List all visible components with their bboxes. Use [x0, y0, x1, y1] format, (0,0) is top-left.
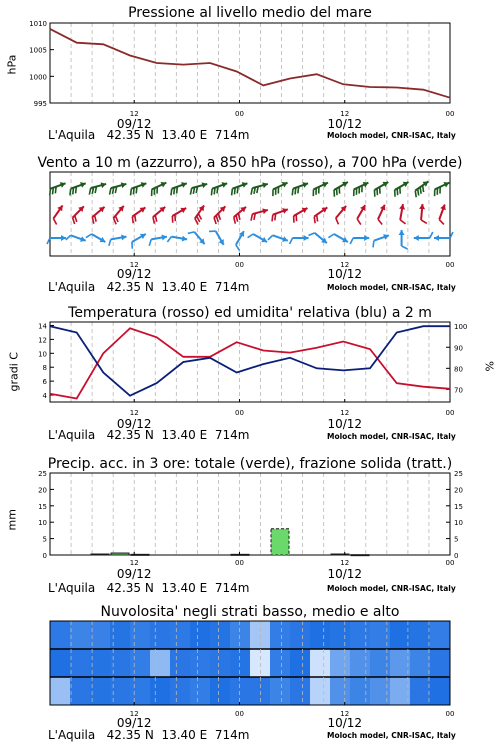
cloud-cell-medio	[350, 649, 371, 678]
credit-4: Moloch model, CNR-ISAC, Italy	[327, 584, 456, 593]
wind-barb-700hPa	[107, 181, 128, 195]
y-right-tick-label: 70	[454, 386, 463, 395]
cloud-cell-basso	[270, 677, 291, 706]
wind-barb-10m	[268, 231, 289, 246]
wind-barb-700hPa	[330, 179, 351, 196]
y-tick-label: 25	[38, 470, 47, 478]
cloud-cell-alto	[310, 621, 331, 650]
x-tick-label: 00	[235, 559, 244, 567]
location-info-5: L'Aquila 42.35 N 13.40 E 714m	[48, 728, 250, 742]
wind-barb-10m	[414, 232, 433, 241]
wind-barb-10m	[399, 230, 408, 249]
plot-frame	[50, 23, 450, 103]
x-tick-label: 12	[129, 710, 139, 718]
date-label: 10/12	[327, 716, 363, 730]
y-right-tick-label: 10	[454, 519, 463, 528]
y-tick-label: 0	[42, 552, 47, 560]
wind-barb-10m	[148, 234, 168, 246]
y-tick-label: 15	[38, 502, 47, 511]
y-right-tick-label: 90	[454, 344, 463, 353]
x-tick-label: 00	[235, 710, 244, 718]
x-tick-label: 00	[235, 110, 244, 118]
cloud-cell-alto	[170, 621, 191, 650]
wind-barb-850hPa	[249, 207, 270, 221]
x-tick-label: 00	[235, 261, 244, 269]
date-label: 09/12	[116, 567, 152, 581]
temperature-line	[50, 328, 450, 398]
wind-barb-10m	[107, 234, 127, 246]
wind-barb-850hPa	[310, 205, 331, 223]
precip-bar	[91, 554, 109, 555]
cloud-cell-basso	[390, 677, 411, 706]
wind-barb-700hPa	[148, 180, 169, 196]
x-tick-label: 00	[445, 710, 455, 718]
wind-barb-850hPa	[49, 204, 67, 225]
wind-chart	[0, 150, 500, 295]
wind-barb-700hPa	[350, 180, 371, 196]
precipitation-chart	[0, 445, 500, 600]
cloud-cell-basso	[190, 677, 211, 706]
cloud-cell-basso	[370, 677, 391, 706]
cloud-cell-medio	[210, 649, 231, 678]
wind-barb-700hPa	[370, 179, 391, 196]
location-info-4: L'Aquila 42.35 N 13.40 E 714m	[48, 581, 250, 595]
location-info-1: L'Aquila 42.35 N 13.40 E 714m	[48, 128, 250, 142]
cloud-cell-alto	[210, 621, 231, 650]
y-tick-label: 12	[38, 336, 47, 345]
cloud-cell-alto	[70, 621, 91, 650]
y-right-tick-label: 0	[454, 552, 459, 560]
cloud-cell-medio	[390, 649, 411, 678]
wind-barb-700hPa	[127, 180, 148, 195]
cloud-cell-medio	[270, 649, 291, 678]
x-tick-label: 00	[445, 559, 455, 567]
wind-barb-700hPa	[431, 180, 452, 196]
y-tick-label: 6	[42, 378, 47, 387]
credit-2: Moloch model, CNR-ISAC, Italy	[327, 283, 456, 292]
x-tick-label: 12	[129, 261, 139, 269]
x-tick-label: 12	[129, 110, 139, 118]
wind-barb-10m	[350, 235, 369, 244]
temperature-title: Temperatura (rosso) ed umidita' relativa (blu) a 2 m	[68, 305, 432, 321]
wind-barb-850hPa	[374, 203, 390, 224]
y-tick-label: 995	[33, 100, 47, 108]
cloud-cell-basso	[210, 677, 231, 706]
y-right-tick-label: 15	[454, 502, 463, 511]
cloud-cell-alto	[150, 621, 171, 650]
cloud-cell-basso	[350, 677, 371, 706]
y-tick-label: 14	[38, 322, 47, 331]
cloud-cell-medio	[330, 649, 351, 678]
cloud-cell-basso	[50, 677, 71, 706]
precip-bar	[131, 554, 149, 555]
precip-bar	[351, 555, 369, 556]
wind-barb-700hPa	[188, 181, 209, 195]
wind-barb-850hPa	[418, 204, 429, 224]
cloud-cell-alto	[90, 621, 111, 650]
precip-bar	[271, 529, 289, 555]
wind-barb-850hPa	[332, 204, 351, 224]
wind-barb-850hPa	[149, 205, 169, 224]
cloud-cell-medio	[70, 649, 91, 678]
wind-barb-850hPa	[191, 204, 209, 225]
date-label: 10/12	[327, 117, 363, 131]
x-tick-label: 12	[340, 559, 350, 567]
wind-barb-10m	[328, 230, 349, 247]
plot-frame	[50, 473, 450, 555]
cloud-cell-alto	[270, 621, 291, 650]
x-tick-label: 12	[129, 559, 139, 567]
y-tick-label: 1000	[29, 73, 47, 82]
location-info-2: L'Aquila 42.35 N 13.40 E 714m	[48, 280, 250, 294]
y-tick-label: 1010	[29, 20, 47, 28]
precipitation-title: Precip. acc. in 3 ore: totale (verde), frazione solida (tratt.)	[47, 456, 453, 472]
date-label: 09/12	[116, 267, 152, 281]
wind-barb-10m	[232, 230, 249, 251]
y-tick-label: 10	[38, 350, 47, 359]
temperature-chart	[0, 295, 500, 445]
pressure-title: Pressione al livello medio del mare	[128, 5, 372, 21]
wind-barb-700hPa	[269, 180, 290, 196]
cloud-cell-alto	[350, 621, 371, 650]
cloud-cell-alto	[130, 621, 151, 650]
y-tick-label: 10	[38, 519, 47, 528]
wind-barb-850hPa	[269, 206, 290, 221]
y-right-tick-label: 80	[454, 365, 463, 374]
wind-barb-700hPa	[168, 180, 189, 195]
wind-barb-850hPa	[109, 204, 128, 224]
cloud-cell-basso	[90, 677, 111, 706]
cloud-cell-basso	[130, 677, 151, 706]
cloud-cell-alto	[290, 621, 311, 650]
pressure-panel	[0, 0, 500, 150]
wind-barb-10m	[290, 235, 309, 244]
wind-barb-10m	[66, 231, 87, 246]
cloud-cell-medio	[150, 649, 171, 678]
cloud-cell-alto	[390, 621, 411, 650]
wind-panel	[0, 150, 500, 295]
x-tick-label: 12	[129, 409, 139, 417]
cloud-cell-medio	[310, 649, 331, 678]
date-label: 09/12	[116, 417, 152, 431]
wind-barb-10m	[86, 230, 107, 247]
x-tick-label: 00	[445, 110, 455, 118]
precipitation-panel	[0, 445, 500, 600]
precip-bar	[331, 554, 349, 555]
wind-barb-850hPa	[290, 205, 311, 222]
x-tick-label: 12	[340, 110, 350, 118]
pressure-ylabel: hPa	[5, 54, 19, 75]
cloud-cell-basso	[230, 677, 251, 706]
wind-barb-700hPa	[309, 180, 330, 196]
wind-barb-10m	[370, 232, 391, 247]
wind-barb-700hPa	[229, 180, 250, 195]
y-right-tick-label: 5	[454, 535, 459, 544]
x-tick-label: 12	[340, 710, 350, 718]
wind-barb-700hPa	[87, 181, 108, 195]
date-label: 09/12	[116, 117, 152, 131]
cloud-cell-basso	[150, 677, 171, 706]
cloud-cell-alto	[430, 621, 451, 650]
wind-barb-10m	[167, 233, 187, 245]
cloud-title: Nuvolosita' negli strati basso, medio e alto	[100, 604, 400, 620]
cloud-cell-medio	[130, 649, 151, 678]
cloud-cell-alto	[370, 621, 391, 650]
cloud-cell-basso	[430, 677, 451, 706]
credit-3: Moloch model, CNR-ISAC, Italy	[327, 432, 456, 441]
x-tick-label: 00	[445, 409, 455, 417]
cloud-cell-medio	[50, 649, 71, 678]
date-label: 10/12	[327, 417, 363, 431]
cloud-cell-medio	[370, 649, 391, 678]
wind-barb-10m	[308, 229, 328, 248]
x-tick-label: 00	[445, 261, 455, 269]
precip-bar	[111, 553, 129, 555]
wind-barb-850hPa	[128, 205, 149, 223]
cloud-cell-medio	[430, 649, 451, 678]
credit-1: Moloch model, CNR-ISAC, Italy	[327, 131, 456, 140]
cloud-cell-medio	[230, 649, 251, 678]
wind-barb-850hPa	[435, 203, 450, 224]
y-right-tick-label: 20	[454, 486, 463, 495]
pressure-series-line	[50, 29, 450, 98]
y-tick-label: 5	[42, 535, 47, 544]
humidity-line	[50, 326, 450, 396]
cloud-cell-basso	[170, 677, 191, 706]
cloud-cell-alto	[190, 621, 211, 650]
cloud-cell-medio	[170, 649, 191, 678]
wind-barb-850hPa	[353, 204, 370, 225]
cloud-panel	[0, 600, 500, 750]
wind-barb-850hPa	[210, 204, 230, 224]
wind-barb-10m	[128, 231, 149, 248]
wind-title: Vento a 10 m (azzurro), a 850 hPa (rosso), a 700 hPa (verde)	[37, 155, 463, 171]
x-tick-label: 12	[340, 261, 350, 269]
precipitation-ylabel: mm	[5, 509, 19, 531]
cloud-cell-medio	[290, 649, 311, 678]
location-info-3: L'Aquila 42.35 N 13.40 E 714m	[48, 428, 250, 442]
wind-barb-700hPa	[67, 180, 88, 195]
cloud-cell-medio	[190, 649, 211, 678]
y-tick-label: 20	[38, 486, 47, 495]
credit-5: Moloch model, CNR-ISAC, Italy	[327, 731, 456, 740]
cloud-cell-basso	[70, 677, 91, 706]
y-right-tick-label: 25	[454, 470, 463, 478]
cloud-cell-basso	[410, 677, 431, 706]
humidity-ylabel: %	[483, 361, 497, 372]
date-label: 10/12	[327, 267, 363, 281]
wind-barb-700hPa	[249, 181, 270, 195]
wind-barb-10m	[209, 227, 226, 248]
cloud-cell-alto	[410, 621, 431, 650]
wind-barb-10m	[248, 230, 269, 247]
cloud-cell-medio	[90, 649, 111, 678]
wind-barb-850hPa	[88, 205, 108, 224]
date-label: 10/12	[327, 567, 363, 581]
wind-barb-700hPa	[391, 179, 412, 196]
wind-barb-850hPa	[168, 205, 189, 222]
y-tick-label: 4	[42, 392, 47, 401]
cloud-cell-basso	[310, 677, 331, 706]
y-right-tick-label: 100	[454, 323, 468, 332]
x-tick-label: 00	[235, 409, 244, 417]
temperature-panel	[0, 295, 500, 445]
plot-frame	[50, 322, 450, 402]
cloud-cell-alto	[50, 621, 71, 650]
cloud-cell-alto	[330, 621, 351, 650]
x-tick-label: 12	[340, 409, 350, 417]
temperature-ylabel: gradi C	[7, 352, 21, 392]
cloud-cell-basso	[290, 677, 311, 706]
y-tick-label: 8	[42, 364, 47, 373]
cloud-cell-medio	[410, 649, 431, 678]
precip-bar	[231, 554, 249, 555]
cloud-cell-alto	[230, 621, 251, 650]
wind-barb-850hPa	[397, 204, 409, 224]
wind-barb-700hPa	[289, 180, 310, 195]
cloud-cell-basso	[330, 677, 351, 706]
y-tick-label: 1005	[29, 46, 47, 55]
date-label: 09/12	[116, 716, 152, 730]
